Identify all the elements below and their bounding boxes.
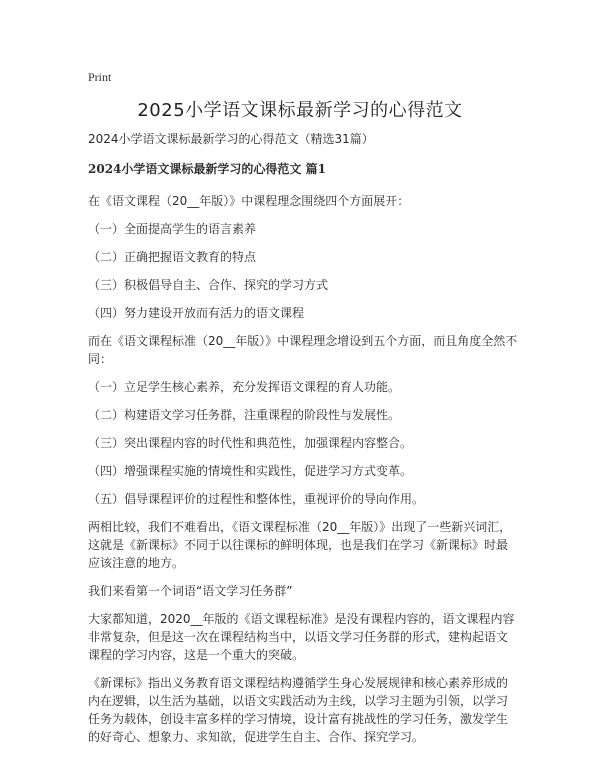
print-link[interactable]: Print: [88, 70, 112, 84]
page-title: 2025小学语文课标最新学习的心得范文: [137, 100, 463, 121]
comparison-paragraph: 两相比较，我们不难看出，《语文课程标准（20__年版）》出现了一些新兴词汇，这就是《新课标》不同于以往课标的鲜明体现，也是我们在学习《新课标》时最应该注意的地方。: [88, 520, 512, 570]
intro2-paragraph: 而在《语文课程标准（20__年版）》中课程理念增设到五个方面，而且角度全然不同：: [88, 334, 518, 366]
list-item: （一）全面提高学生的语言素养: [88, 222, 257, 236]
list-item: （一）立足学生核心素养，充分发挥语文课程的育人功能。: [88, 380, 401, 394]
list-item: （五）倡导课程评价的过程性和整体性，重视评价的导向作用。: [88, 492, 425, 506]
list-item: （二）正确把握语文教育的特点: [88, 250, 257, 264]
list-item: （三）突出课程内容的时代性和典范性，加强课程内容整合。: [88, 436, 413, 450]
list-item: （四）增强课程实施的情境性和实践性，促进学习方式变革。: [88, 464, 413, 478]
intro-paragraph: 在《语文课程（20__年版）》中课程理念围绕四个方面展开：: [88, 194, 410, 208]
list-item: （三）积极倡导自主、合作、探究的学习方式: [88, 278, 329, 292]
section-heading: 2024小学语文课标最新学习的心得范文 篇1: [88, 162, 326, 176]
document-body: [88, 130, 518, 756]
content-paragraph: 大家都知道，2020__年版的《语文课程标准》是没有课程内容的，语文课程内容非常复杂，但是这一次在课程结构当中，以语文学习任务群的形式，建构起语文课程的学习内容，这是一个重大的突破。: [88, 612, 515, 662]
term-intro-paragraph: 我们来看第一个词语“语文学习任务群”: [88, 584, 293, 598]
list-item: （四）努力建设开放而有活力的语文课程: [88, 306, 305, 320]
list-item: （二）构建语文学习任务群，注重课程的阶段性与发展性。: [88, 408, 401, 422]
new-standard-paragraph: 《新课标》指出义务教育语文课程结构遵循学生身心发展规律和核心素养形成的内在逻辑，以生活为基础，以语文实践活动为主线，以学习主题为引领，以学习任务为载体，创设丰富多样的学习情境，设计富有挑战性的学习任务，激发学生的好奇心、想象力、求知欲，促进学生自主、合作、探究学习。: [88, 676, 509, 744]
subtitle: 2024小学语文课标最新学习的心得范文（精选31篇）: [88, 132, 374, 146]
